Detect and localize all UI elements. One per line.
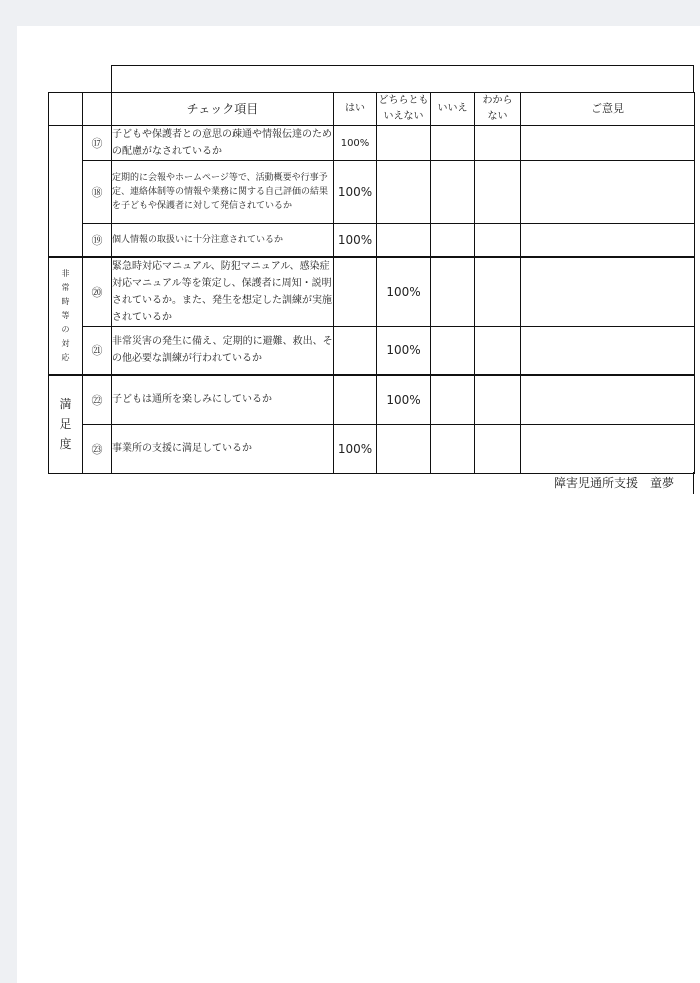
header-no: いいえ <box>431 93 475 126</box>
opinion-cell <box>521 257 695 327</box>
header-neither: どちらとも いえない <box>377 93 431 126</box>
header-category <box>49 93 83 126</box>
answer-no <box>431 126 475 161</box>
answer-no <box>431 375 475 424</box>
answer-unknown <box>475 224 521 257</box>
answer-neither: 100% <box>377 326 431 375</box>
answer-no <box>431 257 475 327</box>
question-text: 緊急時対応マニュアル、防犯マニュアル、感染症対応マニュアル等を策定し、保護者に周知・説明されているか。また、発生を想定した訓練が実施されているか <box>112 257 334 327</box>
answer-neither <box>377 161 431 224</box>
question-text: 子どもや保護者との意思の疎通や情報伝達のための配慮がなされているか <box>112 126 334 161</box>
category-satisfaction <box>49 375 83 473</box>
opinion-cell <box>521 326 695 375</box>
header-yes: はい <box>334 93 377 126</box>
category-emergency <box>49 257 83 376</box>
row-number: ㉑ <box>83 326 112 375</box>
answer-no <box>431 224 475 257</box>
question-text: 事業所の支援に満足しているか <box>112 424 334 473</box>
answer-neither <box>377 126 431 161</box>
row-number: ㉓ <box>83 424 112 473</box>
question-text: 子どもは通所を楽しみにしているか <box>112 375 334 424</box>
row-number: ⑱ <box>83 161 112 224</box>
row-number: ㉒ <box>83 375 112 424</box>
row-number: ⑰ <box>83 126 112 161</box>
answer-no <box>431 161 475 224</box>
table-row <box>49 424 695 473</box>
answer-neither: 100% <box>377 257 431 327</box>
header-frame <box>111 65 694 92</box>
facility-name: 障害児通所支援 童夢 <box>553 476 674 490</box>
category-emergency-label: 非 常 時 等 の 対 応 <box>61 268 70 362</box>
answer-unknown <box>475 375 521 424</box>
answer-no <box>431 424 475 473</box>
footer-rule <box>693 472 694 494</box>
table-row <box>49 161 695 224</box>
row-number: ⑲ <box>83 224 112 257</box>
answer-unknown <box>475 161 521 224</box>
header-opinion: ご意見 <box>521 93 695 126</box>
answer-yes <box>334 375 377 424</box>
table-row <box>49 224 695 257</box>
header-check-item: チェック項目 <box>112 93 334 126</box>
question-text: 非常災害の発生に備え、定期的に避難、救出、その他必要な訓練が行われているか <box>112 326 334 375</box>
answer-neither <box>377 424 431 473</box>
opinion-cell <box>521 424 695 473</box>
answer-unknown <box>475 326 521 375</box>
document-page <box>17 26 700 983</box>
answer-no <box>431 326 475 375</box>
table-header-row <box>49 93 695 126</box>
table-row <box>49 257 695 327</box>
header-unknown: わから ない <box>475 93 521 126</box>
answer-yes <box>334 326 377 375</box>
answer-unknown <box>475 424 521 473</box>
opinion-cell <box>521 161 695 224</box>
opinion-cell <box>521 375 695 424</box>
category-cell-blank <box>49 126 83 257</box>
answer-neither <box>377 224 431 257</box>
answer-yes: 100% <box>334 424 377 473</box>
table-row <box>49 326 695 375</box>
answer-unknown <box>475 126 521 161</box>
answer-yes: 100% <box>334 161 377 224</box>
evaluation-table <box>48 92 695 474</box>
row-number: ⑳ <box>83 257 112 327</box>
answer-yes <box>334 257 377 327</box>
answer-unknown <box>475 257 521 327</box>
category-satisfaction-label: 満 足 度 <box>59 397 72 452</box>
answer-yes: 100% <box>334 224 377 257</box>
question-text: 個人情報の取扱いに十分注意されているか <box>112 224 334 257</box>
header-number <box>83 93 112 126</box>
answer-neither: 100% <box>377 375 431 424</box>
question-text: 定期的に会報やホームページ等で、活動概要や行事予定、連絡体制等の情報や業務に関する自己評価の結果を子どもや保護者に対して発信されているか <box>112 161 334 224</box>
table-row <box>49 375 695 424</box>
opinion-cell <box>521 126 695 161</box>
opinion-cell <box>521 224 695 257</box>
table-row <box>49 126 695 161</box>
answer-yes: 100% <box>334 126 377 161</box>
